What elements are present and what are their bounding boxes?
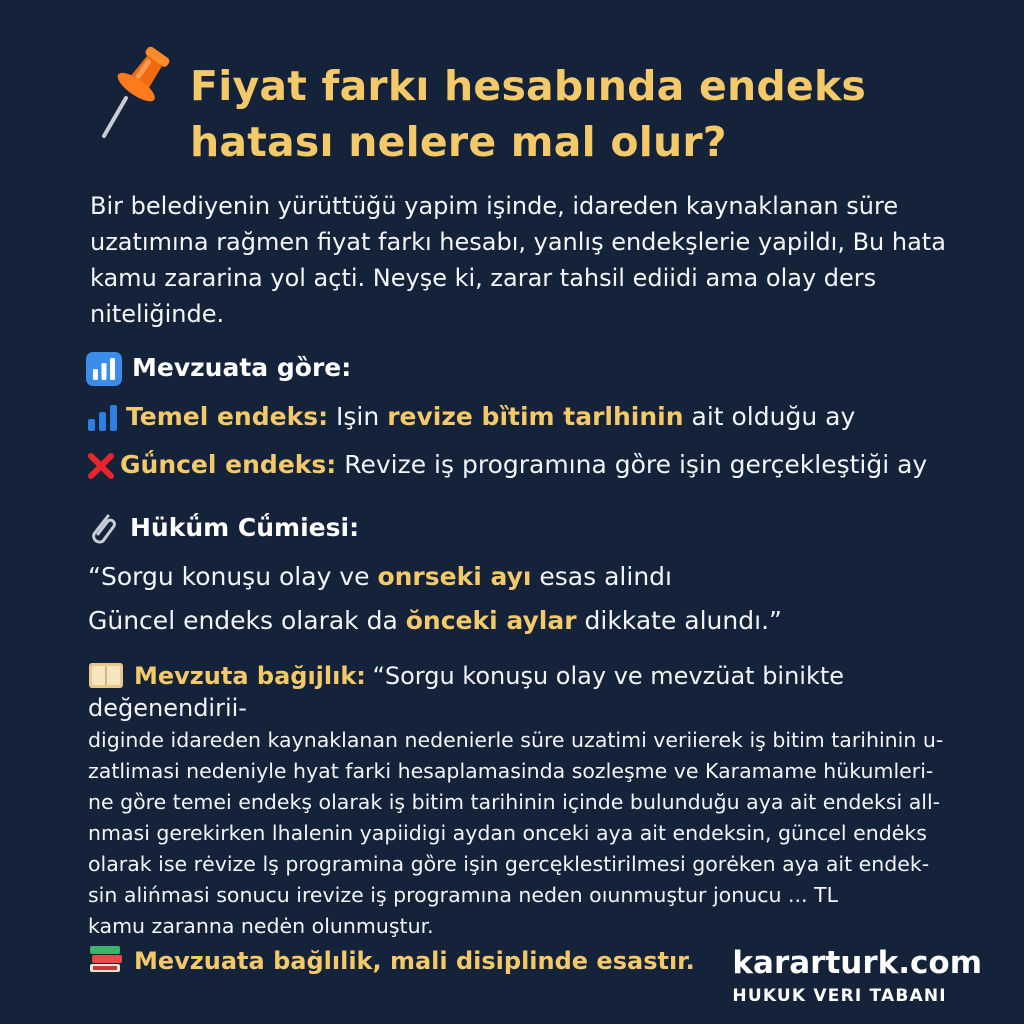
guncel-text: Revize iş programına gȍre işin gerçekleştiği ay bbox=[344, 450, 928, 479]
signal-bars-icon bbox=[86, 403, 120, 433]
temel-post: ait olduğu ay bbox=[691, 402, 856, 431]
pushpin-icon bbox=[96, 40, 174, 140]
temel-pre: Işin bbox=[336, 402, 380, 431]
bond-lead: “Sorgu konuşu olay ve mevzüat binikte değenendirii- bbox=[88, 662, 845, 722]
quote1-highlight: onrseki ayı bbox=[377, 562, 532, 591]
bar-chart-icon bbox=[86, 352, 122, 386]
intro-paragraph: Bir belediyenin yürüttüğü yapim işinde, idareden kaynaklanan süre uzatımına rağmen fiyat farkı hesabı, yanlış endekşlerie yapildı, Bu hata kamu zararina yol açti. Neyşe ki, zarar tahsil ediidi ama olay ders niteliğinde. bbox=[90, 192, 946, 328]
quote1-pre: “Sorgu konuşu olay ve bbox=[88, 562, 370, 591]
title-line-1: Fiyat farkı hesabında endeks bbox=[190, 62, 867, 110]
bond-line: sin alińmasi sonucu irevize iş programına neden oıunmuştur jonucu ... TL bbox=[88, 883, 839, 907]
temel-highlight: revize bȉtim tarlhinin bbox=[387, 402, 684, 431]
hukum-heading bbox=[86, 510, 359, 548]
quote2-highlight: ŏnceki̇ aylar bbox=[405, 606, 577, 635]
bond-paragraph bbox=[88, 660, 958, 942]
guncel-label: Gǘncel endeks: bbox=[120, 450, 337, 479]
paperclip-icon bbox=[86, 510, 120, 548]
hukum-quote-line-2 bbox=[88, 606, 782, 635]
quote2-post: dikkate alundı.” bbox=[584, 606, 782, 635]
bond-line: olarak ise rėvize lş programina gȍre işin gercęklestirilmesi gorėken aya ait endek- bbox=[88, 852, 930, 876]
brand-name: kararturk.com bbox=[732, 945, 982, 981]
mevzuat-heading-text: Mevzuata gȍre: bbox=[132, 353, 352, 382]
brand-block bbox=[732, 944, 982, 1010]
mevzuat-heading bbox=[86, 352, 351, 386]
guncel-endeks-row bbox=[86, 450, 927, 481]
quote1-post: esas alindı bbox=[539, 562, 672, 591]
hukum-heading-text: Hükǘm Cǘmiesi: bbox=[130, 513, 360, 542]
bond-line: zatlimasi nedeniyle hyat farki hesaplamasinda sozleşme ve Karamame hükumleri- bbox=[88, 759, 934, 783]
hukum-quote-line-1 bbox=[88, 562, 672, 591]
bond-line: ne gȍre temei endekş olarak iş bitim tarihinin içinde bulunduğu aya ait endeksi all- bbox=[88, 790, 941, 814]
page-title bbox=[190, 58, 990, 170]
footer-motto bbox=[88, 944, 695, 975]
temel-label: Temel endeks: bbox=[126, 402, 329, 431]
books-stack-icon bbox=[88, 944, 124, 974]
bond-line: diginde idareden kaynaklanan nedenierle süre uzatimi veriierek iş bitim tarihinin u- bbox=[88, 728, 944, 752]
temel-endeks-row bbox=[86, 402, 855, 433]
brand-subtitle: HUKUK VERI TABANI bbox=[732, 986, 947, 1006]
bond-label: Mevzuta bağıjlık: bbox=[134, 662, 366, 690]
title-line-2: hatası nelere mal olur? bbox=[190, 118, 727, 166]
quote2-pre: Güncel endeks olarak da bbox=[88, 606, 398, 635]
bond-line: nmasi gerekirken lhalenin yapiidigi aydan onceki aya ait endeksin, güncel endėks bbox=[88, 821, 927, 845]
bond-line: kamu zaranna nedėn olunmuştur. bbox=[88, 914, 434, 938]
book-icon bbox=[88, 660, 124, 690]
red-x-icon bbox=[86, 451, 116, 481]
footer-motto-text: Mevzuata bağlılik, mali disiplinde esastır. bbox=[134, 947, 695, 975]
